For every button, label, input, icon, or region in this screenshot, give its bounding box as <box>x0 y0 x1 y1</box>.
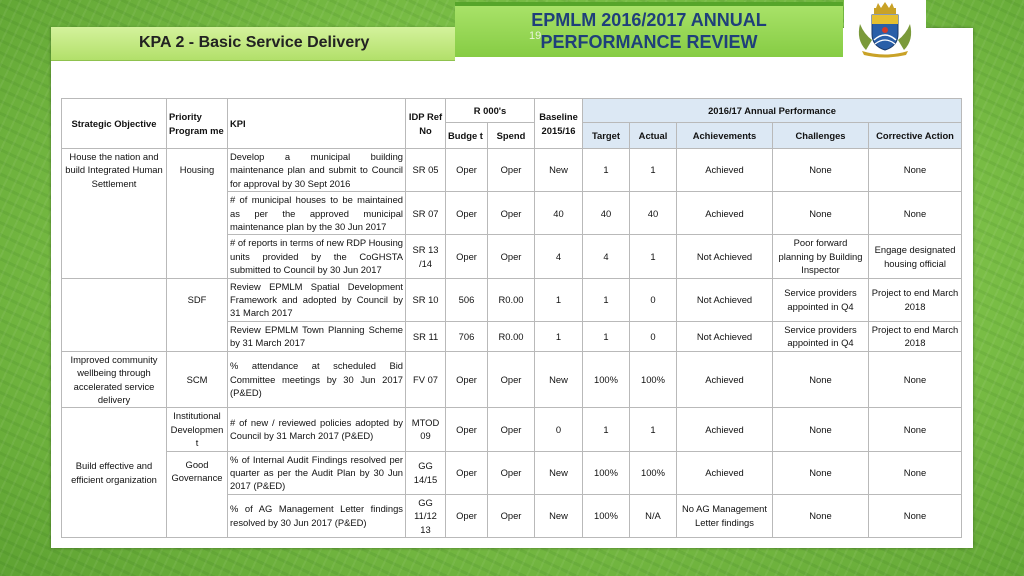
baseline-cell: New <box>535 149 583 192</box>
programme-cell: SCM <box>167 351 228 408</box>
baseline-cell: New <box>535 351 583 408</box>
budget-cell: Oper <box>446 408 488 451</box>
table-row <box>62 149 962 192</box>
spend-cell: Oper <box>488 192 535 235</box>
idp-cell: SR 13 /14 <box>406 235 446 278</box>
kpi-cell: % attendance at scheduled Bid Committee meetings by 30 Jun 2017 (P&ED) <box>228 351 406 408</box>
spend-cell: Oper <box>488 351 535 408</box>
achievements-cell: Not Achieved <box>677 278 773 321</box>
kpa-title: KPA 2 - Basic Service Delivery <box>139 34 370 51</box>
objective-cell: Build effective and efficient organization <box>62 408 167 538</box>
slide-title-box <box>455 2 843 57</box>
challenges-cell: Service providers appointed in Q4 <box>773 321 869 351</box>
idp-cell: SR 10 <box>406 278 446 321</box>
kpi-cell: % of Internal Audit Findings resolved per quarter as per the Audit Plan by 30 Jun 2017 (P&ED) <box>228 451 406 494</box>
baseline-cell: 1 <box>535 321 583 351</box>
spend-cell: Oper <box>488 149 535 192</box>
actual-cell: N/A <box>630 494 677 537</box>
challenges-cell: Poor forward planning by Building Inspector <box>773 235 869 278</box>
header-achievements: Achievements <box>677 123 773 149</box>
actual-cell: 100% <box>630 351 677 408</box>
idp-cell: SR 07 <box>406 192 446 235</box>
kpi-cell: % of AG Management Letter findings resolved by 30 Jun 2017 (P&ED) <box>228 494 406 537</box>
header-baseline: Baseline 2015/16 <box>535 99 583 149</box>
idp-cell: GG 11/12 13 <box>406 494 446 537</box>
challenges-cell: None <box>773 192 869 235</box>
spend-cell: Oper <box>488 235 535 278</box>
idp-cell: FV 07 <box>406 351 446 408</box>
target-cell: 1 <box>583 408 630 451</box>
table-header-row <box>62 99 962 123</box>
programme-cell: Housing <box>167 149 228 279</box>
challenges-cell: None <box>773 451 869 494</box>
target-cell: 1 <box>583 278 630 321</box>
achievements-cell: Achieved <box>677 192 773 235</box>
achievements-cell: Achieved <box>677 149 773 192</box>
header-r000s: R 000's <box>446 99 535 123</box>
kpi-cell: Review EPMLM Town Planning Scheme by 31 March 2017 <box>228 321 406 351</box>
budget-cell: 706 <box>446 321 488 351</box>
slide-title <box>455 9 843 53</box>
header-idp-ref: IDP Ref No <box>406 99 446 149</box>
idp-cell: SR 11 <box>406 321 446 351</box>
challenges-cell: Service providers appointed in Q4 <box>773 278 869 321</box>
spend-cell: Oper <box>488 494 535 537</box>
actual-cell: 40 <box>630 192 677 235</box>
baseline-cell: New <box>535 494 583 537</box>
idp-cell: SR 05 <box>406 149 446 192</box>
corrective-cell: None <box>869 149 962 192</box>
spend-cell: Oper <box>488 451 535 494</box>
header-annual-performance: 2016/17 Annual Performance <box>583 99 962 123</box>
target-cell: 1 <box>583 321 630 351</box>
achievements-cell: Achieved <box>677 351 773 408</box>
kpi-cell: Review EPMLM Spatial Development Framework and adopted by Council by 31 March 2017 <box>228 278 406 321</box>
budget-cell: Oper <box>446 351 488 408</box>
municipal-crest-icon <box>844 0 926 58</box>
actual-cell: 100% <box>630 451 677 494</box>
corrective-cell: Project to end March 2018 <box>869 278 962 321</box>
baseline-cell: New <box>535 451 583 494</box>
table-row <box>62 278 962 321</box>
target-cell: 4 <box>583 235 630 278</box>
corrective-cell: None <box>869 408 962 451</box>
table-row <box>62 408 962 451</box>
baseline-cell: 4 <box>535 235 583 278</box>
baseline-cell: 1 <box>535 278 583 321</box>
budget-cell: Oper <box>446 192 488 235</box>
slide-number: 19 <box>529 30 542 42</box>
challenges-cell: None <box>773 494 869 537</box>
actual-cell: 0 <box>630 321 677 351</box>
programme-cell: SDF <box>167 278 228 351</box>
kpi-cell: # of municipal houses to be maintained as per the approved municipal maintenance plan by the 30 Jun 2017 <box>228 192 406 235</box>
objective-cell: Improved community wellbeing through accelerated service delivery <box>62 351 167 408</box>
actual-cell: 1 <box>630 149 677 192</box>
header-actual: Actual <box>630 123 677 149</box>
objective-cell: House the nation and build Integrated Human Settlement <box>62 149 167 279</box>
challenges-cell: None <box>773 351 869 408</box>
budget-cell: Oper <box>446 235 488 278</box>
budget-cell: 506 <box>446 278 488 321</box>
header-priority-programme: Priority Program me <box>167 99 228 149</box>
target-cell: 100% <box>583 494 630 537</box>
achievements-cell: Achieved <box>677 451 773 494</box>
header-corrective-action: Corrective Action <box>869 123 962 149</box>
table-row <box>62 451 962 494</box>
kpi-cell: # of new / reviewed policies adopted by Council by 31 March 2017 (P&ED) <box>228 408 406 451</box>
target-cell: 100% <box>583 451 630 494</box>
performance-table-wrap <box>61 98 961 538</box>
achievements-cell: Achieved <box>677 408 773 451</box>
programme-cell: Institutional Developmen t <box>167 408 228 451</box>
budget-cell: Oper <box>446 494 488 537</box>
budget-cell: Oper <box>446 149 488 192</box>
spend-cell: R0.00 <box>488 321 535 351</box>
corrective-cell: Project to end March 2018 <box>869 321 962 351</box>
corrective-cell: None <box>869 494 962 537</box>
header-spend: Spend <box>488 123 535 149</box>
achievements-cell: Not Achieved <box>677 235 773 278</box>
performance-table <box>61 98 962 538</box>
target-cell: 100% <box>583 351 630 408</box>
target-cell: 1 <box>583 149 630 192</box>
objective-cell-blank <box>62 278 167 351</box>
programme-cell: Good Governance <box>167 451 228 537</box>
slide-title-line2: PERFORMANCE REVIEW <box>540 32 758 52</box>
challenges-cell: None <box>773 408 869 451</box>
actual-cell: 1 <box>630 235 677 278</box>
challenges-cell: None <box>773 149 869 192</box>
header-budget: Budge t <box>446 123 488 149</box>
spend-cell: R0.00 <box>488 278 535 321</box>
municipal-crest-icon <box>844 0 926 58</box>
header-kpi: KPI <box>228 99 406 149</box>
slide-title-line1: EPMLM 2016/2017 ANNUAL <box>531 10 767 30</box>
idp-cell: GG 14/15 <box>406 451 446 494</box>
spend-cell: Oper <box>488 408 535 451</box>
achievements-cell: Not Achieved <box>677 321 773 351</box>
table-row <box>62 351 962 408</box>
achievements-cell: No AG Management Letter findings <box>677 494 773 537</box>
header-target: Target <box>583 123 630 149</box>
header-challenges: Challenges <box>773 123 869 149</box>
budget-cell: Oper <box>446 451 488 494</box>
kpi-cell: Develop a municipal building maintenance plan and submit to Council for approval by 30 Sept 2016 <box>228 149 406 192</box>
baseline-cell: 0 <box>535 408 583 451</box>
idp-cell: MTOD 09 <box>406 408 446 451</box>
corrective-cell: None <box>869 192 962 235</box>
header-strategic-objective: Strategic Objective <box>62 99 167 149</box>
corrective-cell: Engage designated housing official <box>869 235 962 278</box>
target-cell: 40 <box>583 192 630 235</box>
actual-cell: 0 <box>630 278 677 321</box>
actual-cell: 1 <box>630 408 677 451</box>
corrective-cell: None <box>869 451 962 494</box>
baseline-cell: 40 <box>535 192 583 235</box>
corrective-cell: None <box>869 351 962 408</box>
kpi-cell: # of reports in terms of new RDP Housing units provided by the CoGHSTA submitted to Council by 30 Jun 2017 <box>228 235 406 278</box>
